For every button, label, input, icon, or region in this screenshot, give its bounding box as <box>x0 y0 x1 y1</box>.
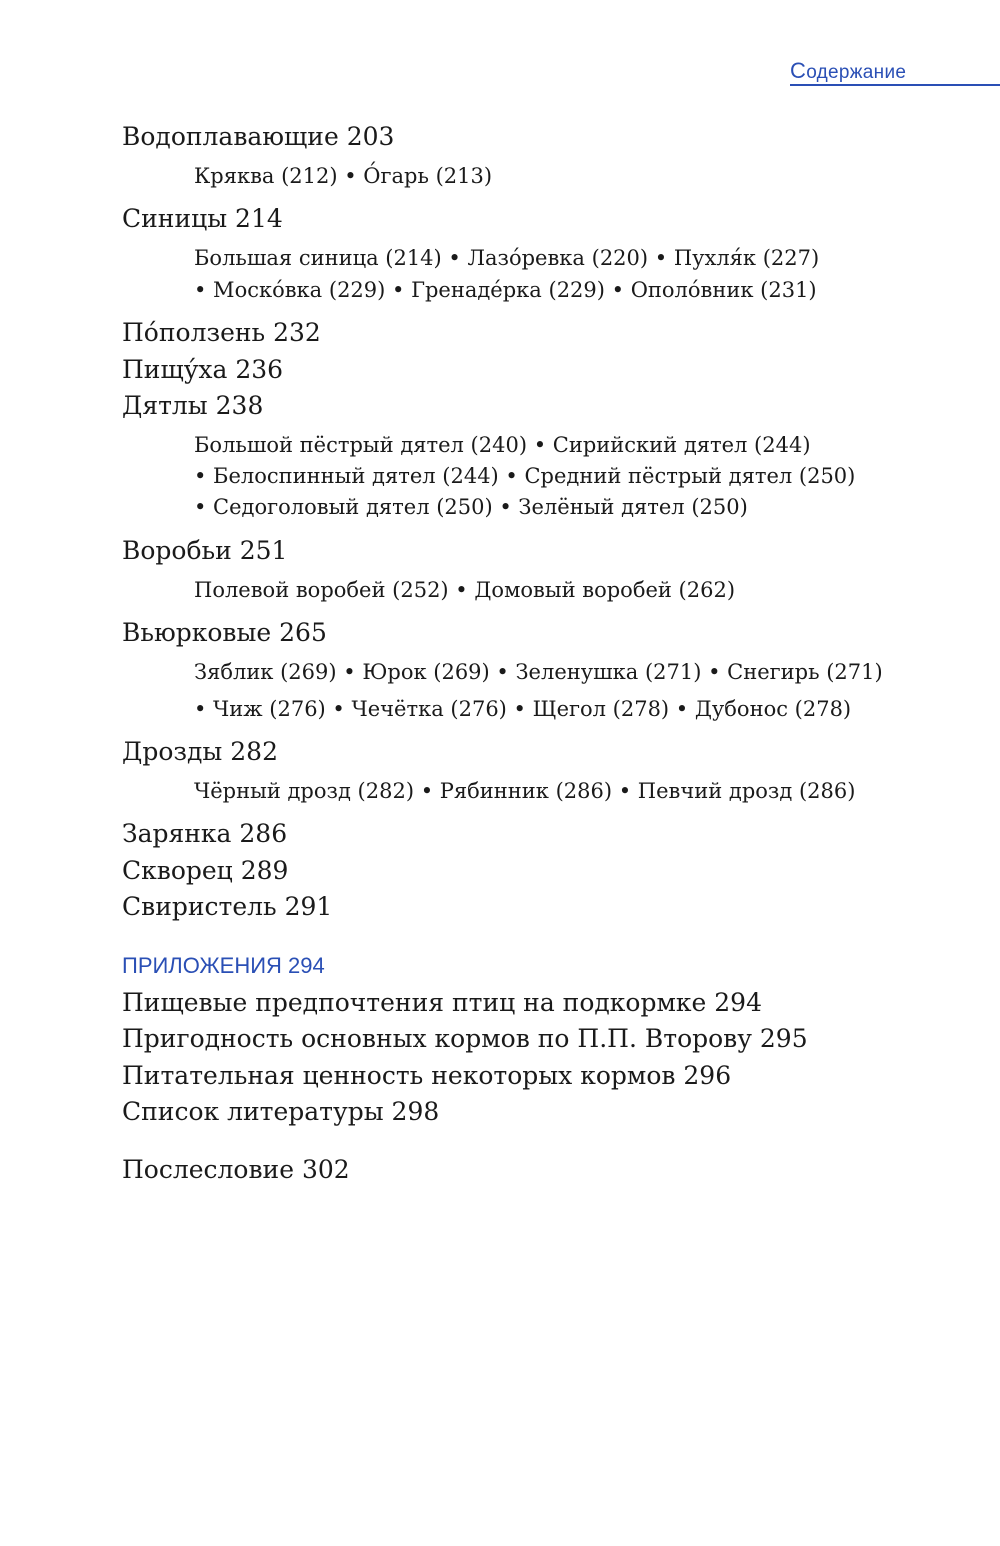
toc-subentries: Большая синица (214) • Лазо́ревка (220) • Пухля́к (227) <box>194 246 820 270</box>
toc-section: Водоплавающие 203 <box>122 122 395 151</box>
running-header-rest: одержание <box>806 62 907 83</box>
toc-appendix-entry: Пригодность основных кормов по П.П. Второву 295 <box>122 1024 808 1053</box>
running-header-initial: С <box>790 58 807 83</box>
toc-appendix-entry: Список литературы 298 <box>122 1097 440 1126</box>
toc-section: Скворец 289 <box>122 856 289 885</box>
toc-subentries: • Чиж (276) • Чечётка (276) • Щегол (278) • Дубонос (278) <box>194 697 852 721</box>
toc-section: Вьюрковые 265 <box>122 618 327 647</box>
appendix-heading: ПРИЛОЖЕНИЯ 294 <box>122 953 325 978</box>
running-header <box>790 58 906 84</box>
toc-subentries: Чёрный дрозд (282) • Рябинник (286) • Певчий дрозд (286) <box>194 779 856 803</box>
toc-appendix-entry: Пищевые предпочтения птиц на подкормке 294 <box>122 988 762 1017</box>
toc-section: Свиристель 291 <box>122 892 333 921</box>
toc-section: Воробьи 251 <box>122 536 288 565</box>
toc-appendix-entry: Питательная ценность некоторых кормов 296 <box>122 1061 732 1090</box>
toc-subentries: Зяблик (269) • Юрок (269) • Зеленушка (271) • Снегирь (271) <box>194 660 883 684</box>
toc-section: По́ползень 232 <box>122 318 321 347</box>
toc-afterword: Послесловие 302 <box>122 1155 350 1184</box>
toc-subentries: • Моско́вка (229) • Гренаде́рка (229) • Ополо́вник (231) <box>194 278 817 302</box>
toc-subentries: • Седоголовый дятел (250) • Зелёный дятел (250) <box>194 495 748 519</box>
toc-subentries: • Белоспинный дятел (244) • Средний пёстрый дятел (250) <box>194 464 856 488</box>
toc-section: Дрозды 282 <box>122 737 278 766</box>
toc-section: Дятлы 238 <box>122 391 264 420</box>
header-rule <box>790 84 1000 86</box>
toc-section: Синицы 214 <box>122 204 283 233</box>
toc-subentries: Кряква (212) • О́гарь (213) <box>194 164 493 188</box>
toc-subentries: Полевой воробей (252) • Домовый воробей (262) <box>194 578 736 602</box>
toc-section: Зарянка 286 <box>122 819 288 848</box>
toc-subentries: Большой пёстрый дятел (240) • Сирийский дятел (244) <box>194 433 811 457</box>
toc-section: Пищу́ха 236 <box>122 355 284 384</box>
